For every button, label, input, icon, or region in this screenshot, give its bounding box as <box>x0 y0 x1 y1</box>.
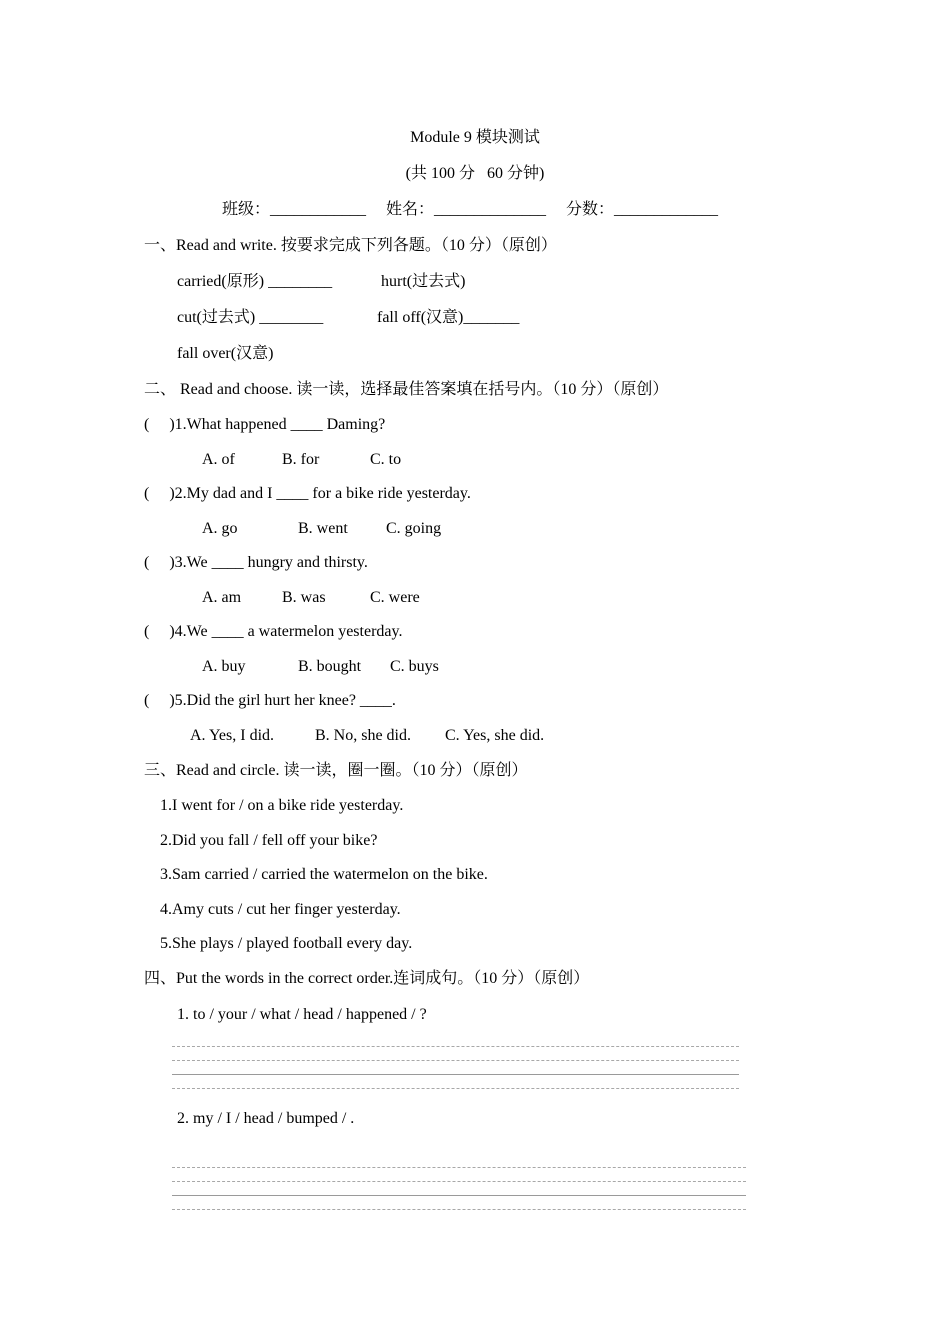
writing-baseline <box>172 1195 746 1196</box>
s1-item-fall-off: fall off(汉意)_______ <box>377 309 520 326</box>
s2-question-3: ( )3.We ____ hungry and thirsty. <box>144 554 368 571</box>
writing-line <box>172 1060 739 1061</box>
writing-line <box>172 1167 746 1168</box>
writing-lines-2[interactable] <box>172 1167 746 1211</box>
s2-question-1: ( )1.What happened ____ Daming? <box>144 416 386 433</box>
s3-item-3: 3.Sam carried / carried the watermelon on the bike. <box>160 866 488 883</box>
s2-question-2: ( )2.My dad and I ____ for a bike ride yesterday. <box>144 485 471 502</box>
student-info-line: 班级：____________ 姓名：______________ 分数：_____________ <box>222 201 719 218</box>
s3-item-2: 2.Did you fall / fell off your bike? <box>160 832 378 849</box>
s3-item-1: 1.I went for / on a bike ride yesterday. <box>160 797 404 814</box>
s2-question-5: ( )5.Did the girl hurt her knee? ____. <box>144 692 396 709</box>
section2-heading: 二、 Read and choose. 读一读，选择最佳答案填在括号内。（10 分）（原创） <box>144 381 669 398</box>
s2-q2-option-b: B. went <box>298 520 348 537</box>
page-title: Module 9 模块测试 <box>410 129 540 146</box>
s2-q1-option-b: B. for <box>282 451 320 468</box>
writing-line <box>172 1088 739 1089</box>
section1-heading: 一、Read and write. 按要求完成下列各题。（10 分）（原创） <box>144 237 557 254</box>
s1-item-fall-over: fall over(汉意) <box>177 345 274 362</box>
s1-item-carried: carried(原形) ________ <box>177 273 333 290</box>
s2-q5-option-a: A. Yes, I did. <box>190 727 275 744</box>
writing-line <box>172 1046 739 1047</box>
page-subtitle: (共 100 分 60 分钟) <box>405 165 545 182</box>
writing-line <box>172 1181 746 1182</box>
s4-item-2: 2. my / I / head / bumped / . <box>177 1110 355 1127</box>
s2-q4-option-c: C. buys <box>390 658 439 675</box>
writing-baseline <box>172 1074 739 1075</box>
s2-q1-option-c: C. to <box>370 451 402 468</box>
writing-line <box>172 1209 746 1210</box>
s3-item-4: 4.Amy cuts / cut her finger yesterday. <box>160 901 401 918</box>
s3-item-5: 5.She plays / played football every day. <box>160 935 413 952</box>
s4-item-1: 1. to / your / what / head / happened / ? <box>177 1006 427 1023</box>
s2-q4-option-b: B. bought <box>298 658 362 675</box>
section4-heading: 四、Put the words in the correct order.连词成句。（10 分）（原创） <box>144 970 590 987</box>
s2-q5-option-c: C. Yes, she did. <box>445 727 545 744</box>
s2-q4-option-a: A. buy <box>202 658 246 675</box>
s2-q2-option-a: A. go <box>202 520 238 537</box>
s2-q5-option-b: B. No, she did. <box>315 727 411 744</box>
section3-heading: 三、Read and circle. 读一读，圈一圈。（10 分）（原创） <box>144 762 528 779</box>
writing-lines-1[interactable] <box>172 1046 739 1090</box>
s1-item-hurt: hurt(过去式) <box>381 273 466 290</box>
s2-q3-option-a: A. am <box>202 589 242 606</box>
s2-question-4: ( )4.We ____ a watermelon yesterday. <box>144 623 403 640</box>
s2-q2-option-c: C. going <box>386 520 442 537</box>
s2-q1-option-a: A. of <box>202 451 235 468</box>
s2-q3-option-c: C. were <box>370 589 420 606</box>
s1-item-cut: cut(过去式) ________ <box>177 309 324 326</box>
s2-q3-option-b: B. was <box>282 589 326 606</box>
